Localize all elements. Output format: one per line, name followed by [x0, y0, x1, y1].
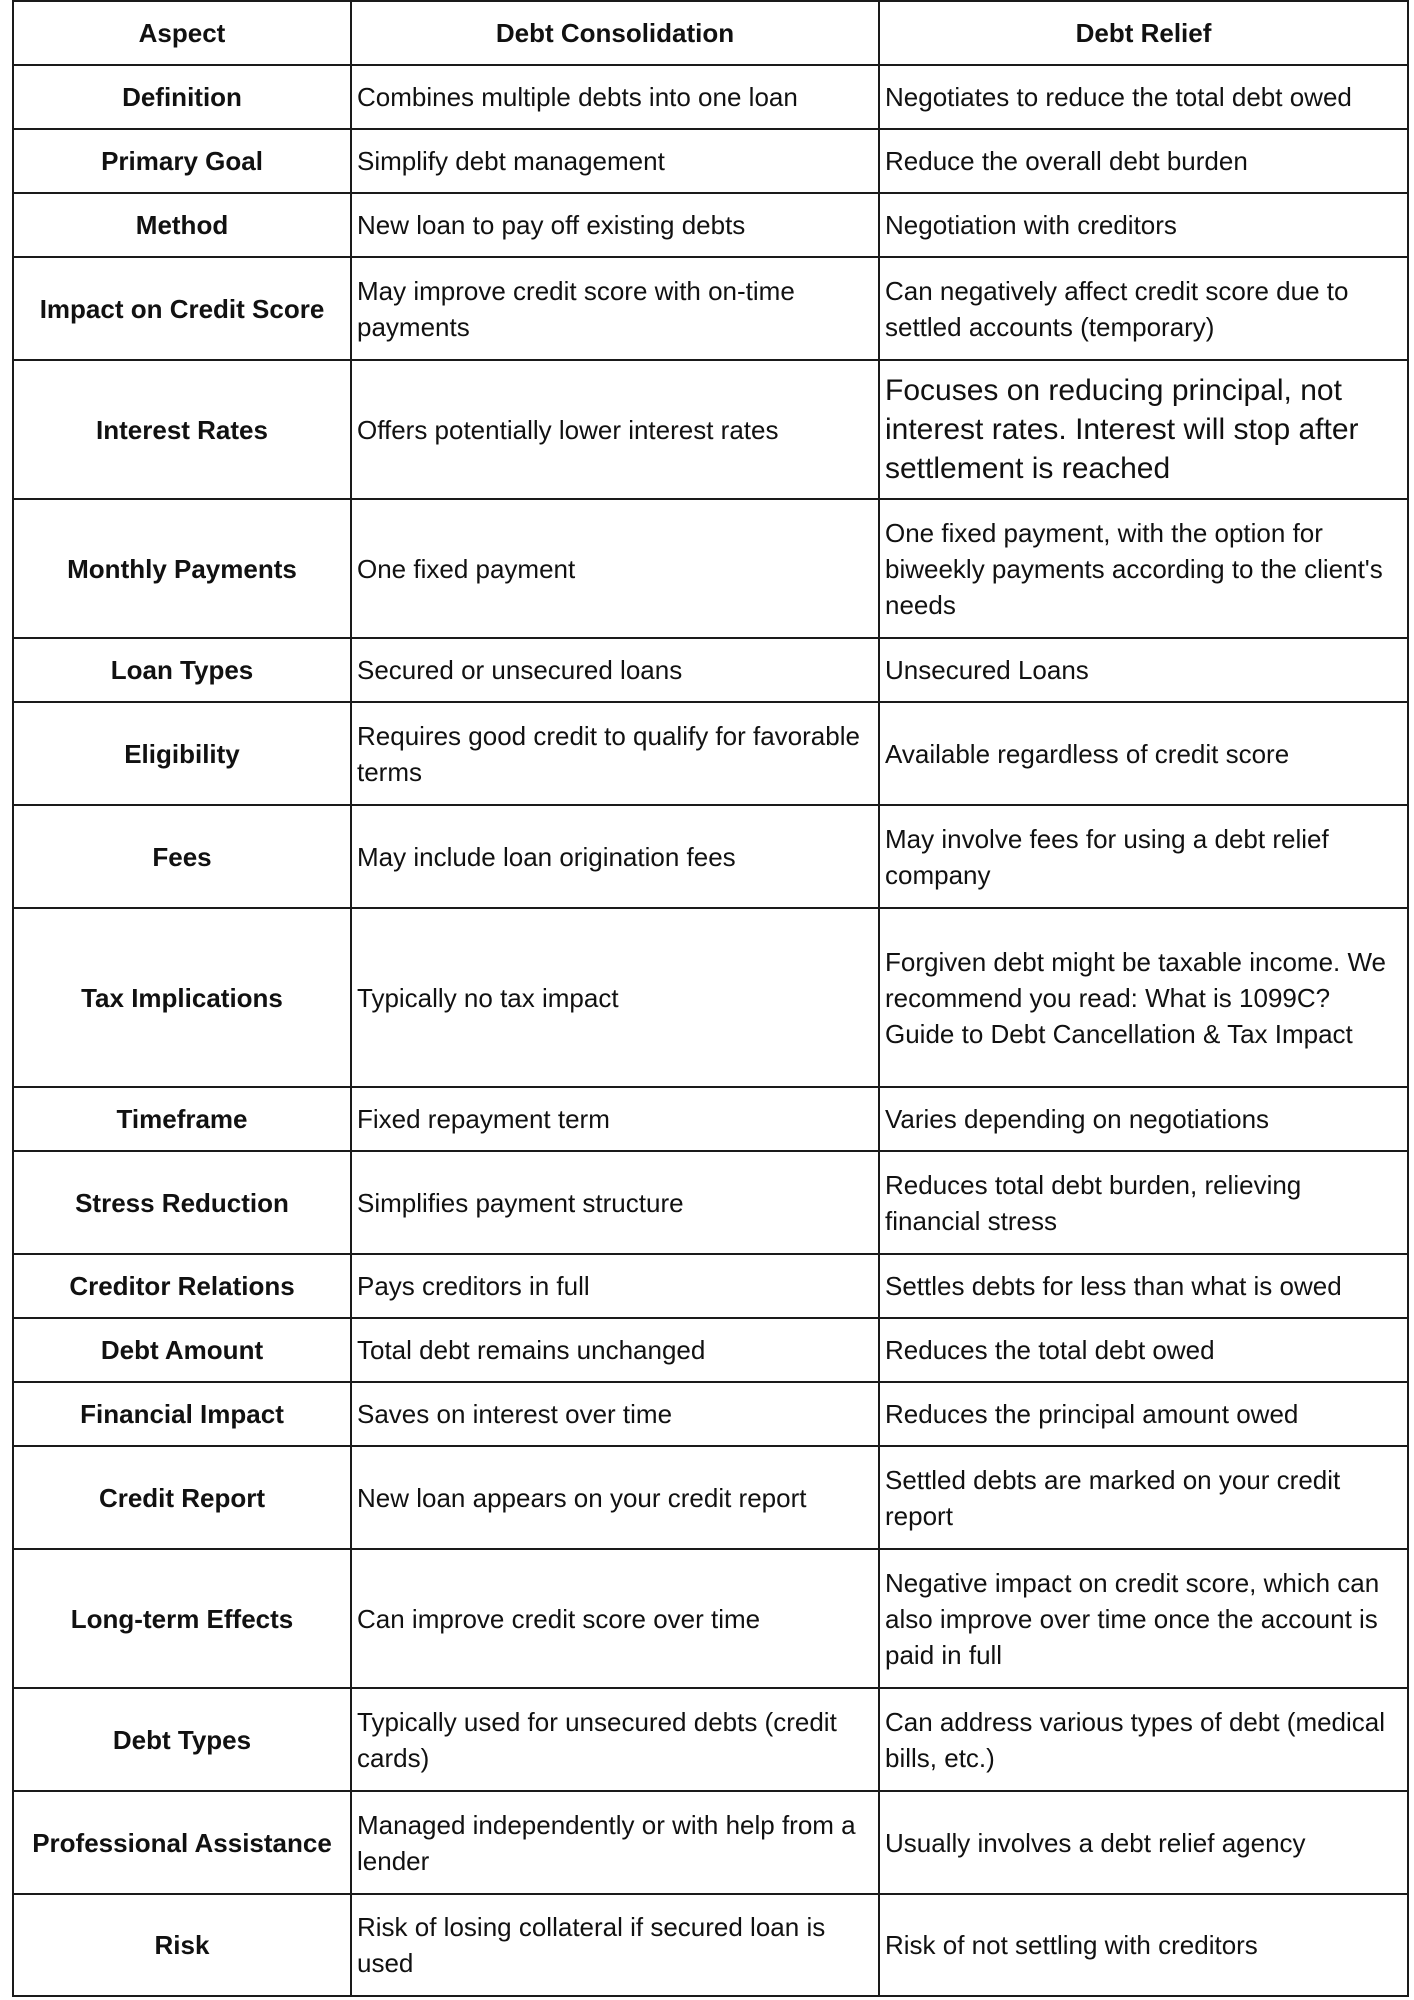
consolidation-cell: Managed independently or with help from a lender: [351, 1791, 879, 1894]
relief-cell: Negotiation with creditors: [879, 193, 1408, 257]
header-debt-consolidation: Debt Consolidation: [351, 1, 879, 65]
relief-cell: Risk of not settling with creditors: [879, 1894, 1408, 1996]
aspect-cell: Stress Reduction: [13, 1151, 351, 1254]
relief-cell: Available regardless of credit score: [879, 702, 1408, 805]
header-aspect: Aspect: [13, 1, 351, 65]
aspect-cell: Professional Assistance: [13, 1791, 351, 1894]
aspect-cell: Interest Rates: [13, 360, 351, 499]
aspect-cell: Eligibility: [13, 702, 351, 805]
table-row: [13, 805, 1408, 908]
table-row: [13, 1446, 1408, 1549]
table-row: [13, 908, 1408, 1087]
table-row: [13, 1688, 1408, 1791]
consolidation-cell: May include loan origination fees: [351, 805, 879, 908]
consolidation-cell: Saves on interest over time: [351, 1382, 879, 1446]
relief-cell: Can negatively affect credit score due to settled accounts (temporary): [879, 257, 1408, 360]
aspect-cell: Loan Types: [13, 638, 351, 702]
relief-cell: Reduces total debt burden, relieving financial stress: [879, 1151, 1408, 1254]
table-row: [13, 1254, 1408, 1318]
table-row: [13, 257, 1408, 360]
relief-cell: Forgiven debt might be taxable income. We recommend you read: What is 1099C? Guide to Debt Cancellation & Tax Impact: [879, 908, 1408, 1087]
relief-cell: Reduces the principal amount owed: [879, 1382, 1408, 1446]
aspect-cell: Impact on Credit Score: [13, 257, 351, 360]
consolidation-cell: Pays creditors in full: [351, 1254, 879, 1318]
table-row: [13, 1151, 1408, 1254]
table-row: [13, 1318, 1408, 1382]
consolidation-cell: Can improve credit score over time: [351, 1549, 879, 1688]
aspect-cell: Method: [13, 193, 351, 257]
relief-cell: Settled debts are marked on your credit report: [879, 1446, 1408, 1549]
aspect-cell: Credit Report: [13, 1446, 351, 1549]
consolidation-cell: New loan appears on your credit report: [351, 1446, 879, 1549]
aspect-cell: Primary Goal: [13, 129, 351, 193]
relief-cell: Can address various types of debt (medical bills, etc.): [879, 1688, 1408, 1791]
relief-cell: Reduce the overall debt burden: [879, 129, 1408, 193]
table-row: [13, 499, 1408, 638]
relief-cell: Negative impact on credit score, which can also improve over time once the account is paid in full: [879, 1549, 1408, 1688]
table-row: [13, 1087, 1408, 1151]
consolidation-cell: Requires good credit to qualify for favorable terms: [351, 702, 879, 805]
aspect-cell: Debt Amount: [13, 1318, 351, 1382]
table-row: [13, 1894, 1408, 1996]
table-row: [13, 193, 1408, 257]
aspect-cell: Timeframe: [13, 1087, 351, 1151]
relief-cell: Unsecured Loans: [879, 638, 1408, 702]
table-row: [13, 360, 1408, 499]
relief-cell: Settles debts for less than what is owed: [879, 1254, 1408, 1318]
table-row: [13, 1382, 1408, 1446]
table-row: [13, 1791, 1408, 1894]
relief-cell: Focuses on reducing principal, not interest rates. Interest will stop after settlement is reached: [879, 360, 1408, 499]
header-row: [13, 1, 1408, 65]
relief-cell: Usually involves a debt relief agency: [879, 1791, 1408, 1894]
aspect-cell: Fees: [13, 805, 351, 908]
consolidation-cell: May improve credit score with on-time payments: [351, 257, 879, 360]
aspect-cell: Debt Types: [13, 1688, 351, 1791]
table-row: [13, 702, 1408, 805]
consolidation-cell: New loan to pay off existing debts: [351, 193, 879, 257]
aspect-cell: Creditor Relations: [13, 1254, 351, 1318]
table-body: [13, 65, 1408, 1996]
aspect-cell: Definition: [13, 65, 351, 129]
consolidation-cell: One fixed payment: [351, 499, 879, 638]
table-row: [13, 129, 1408, 193]
aspect-cell: Monthly Payments: [13, 499, 351, 638]
table-row: [13, 638, 1408, 702]
comparison-table: [12, 0, 1409, 1997]
aspect-cell: Tax Implications: [13, 908, 351, 1087]
consolidation-cell: Typically used for unsecured debts (credit cards): [351, 1688, 879, 1791]
consolidation-cell: Risk of losing collateral if secured loan is used: [351, 1894, 879, 1996]
relief-cell: One fixed payment, with the option for biweekly payments according to the client's needs: [879, 499, 1408, 638]
consolidation-cell: Total debt remains unchanged: [351, 1318, 879, 1382]
table-header: [13, 1, 1408, 65]
aspect-cell: Risk: [13, 1894, 351, 1996]
relief-cell: Reduces the total debt owed: [879, 1318, 1408, 1382]
consolidation-cell: Typically no tax impact: [351, 908, 879, 1087]
consolidation-cell: Fixed repayment term: [351, 1087, 879, 1151]
consolidation-cell: Offers potentially lower interest rates: [351, 360, 879, 499]
table-row: [13, 65, 1408, 129]
relief-cell: Negotiates to reduce the total debt owed: [879, 65, 1408, 129]
header-debt-relief: Debt Relief: [879, 1, 1408, 65]
consolidation-cell: Simplifies payment structure: [351, 1151, 879, 1254]
aspect-cell: Financial Impact: [13, 1382, 351, 1446]
table-row: [13, 1549, 1408, 1688]
consolidation-cell: Combines multiple debts into one loan: [351, 65, 879, 129]
consolidation-cell: Simplify debt management: [351, 129, 879, 193]
aspect-cell: Long-term Effects: [13, 1549, 351, 1688]
consolidation-cell: Secured or unsecured loans: [351, 638, 879, 702]
relief-cell: Varies depending on negotiations: [879, 1087, 1408, 1151]
relief-cell: May involve fees for using a debt relief company: [879, 805, 1408, 908]
